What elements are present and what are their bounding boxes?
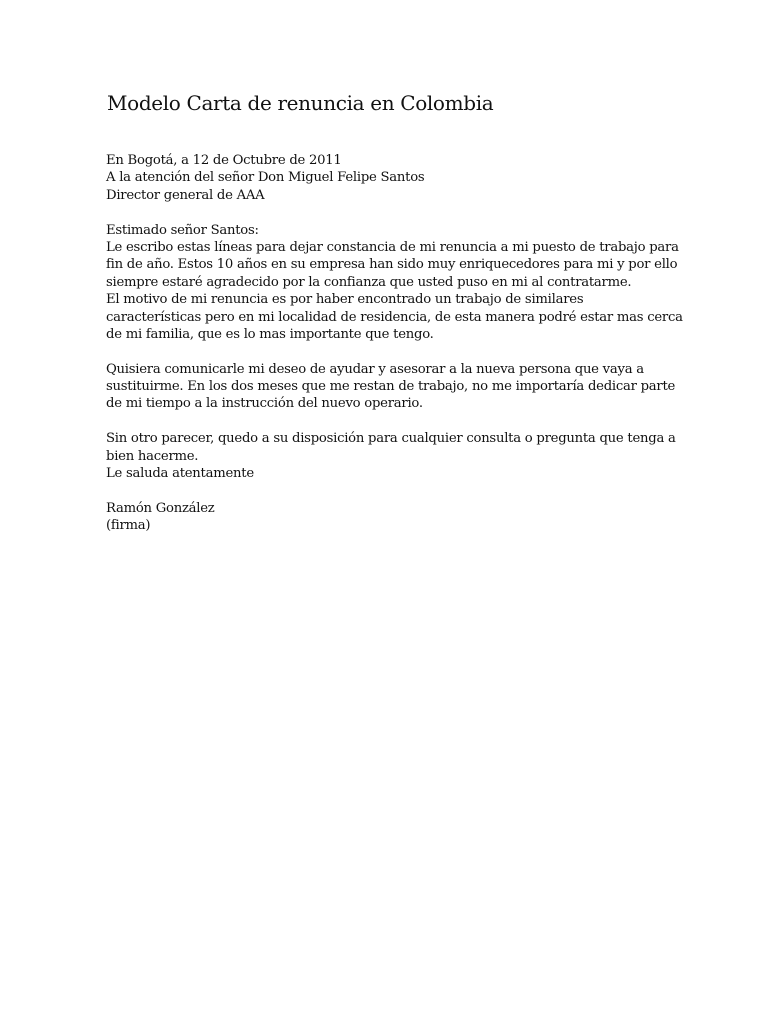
letter-recipient-line: A la atención del señor Don Miguel Felipe Santos bbox=[106, 170, 425, 186]
letter-main-paragraph bbox=[106, 222, 683, 344]
signature-name: Ramón González bbox=[106, 500, 215, 516]
letter-recipient-title-line: Director general de AAA bbox=[106, 187, 265, 203]
salutation-line: Estimado señor Santos: bbox=[106, 222, 259, 238]
letter-body bbox=[106, 152, 683, 535]
letter-help-paragraph bbox=[106, 361, 676, 413]
body-line: Quisiera comunicarle mi deseo de ayudar y asesorar a la nueva persona que vaya a bbox=[106, 361, 644, 377]
paragraph-gap bbox=[106, 343, 676, 360]
body-line: siempre estaré agradecido por la confianza que usted puso en mi al contratarme. bbox=[106, 274, 632, 290]
paragraph-gap bbox=[106, 204, 676, 221]
body-line: de mi familia, que es lo mas importante que tengo. bbox=[106, 326, 434, 342]
body-line: fin de año. Estos 10 años en su empresa han sido muy enriquecedores para mi y por ello bbox=[106, 257, 678, 273]
body-line: bien hacerme. bbox=[106, 448, 199, 464]
letter-closing-paragraph bbox=[106, 430, 676, 482]
letter-header bbox=[106, 152, 676, 204]
body-line: de mi tiempo a la instrucción del nuevo operario. bbox=[106, 396, 423, 412]
body-line: Le escribo estas líneas para dejar constancia de mi renuncia a mi puesto de trabajo para bbox=[106, 239, 679, 255]
body-line: El motivo de mi renuncia es por haber encontrado un trabajo de similares bbox=[106, 292, 584, 308]
page-title: Modelo Carta de renuncia en Colombia bbox=[107, 91, 494, 115]
body-line: sustituirme. En los dos meses que me restan de trabajo, no me importaría dedicar parte bbox=[106, 379, 676, 395]
letter-date-line: En Bogotá, a 12 de Octubre de 2011 bbox=[106, 153, 342, 168]
letter-signature bbox=[106, 500, 676, 535]
body-line: Sin otro parecer, quedo a su disposición para cualquier consulta o pregunta que tenga a bbox=[106, 431, 676, 447]
signature-note: (firma) bbox=[106, 518, 151, 534]
paragraph-gap bbox=[106, 413, 676, 430]
paragraph-gap bbox=[106, 482, 676, 499]
closing-line: Le saluda atentamente bbox=[106, 466, 254, 482]
body-line: características pero en mi localidad de residencia, de esta manera podré estar mas cerca bbox=[106, 309, 683, 325]
